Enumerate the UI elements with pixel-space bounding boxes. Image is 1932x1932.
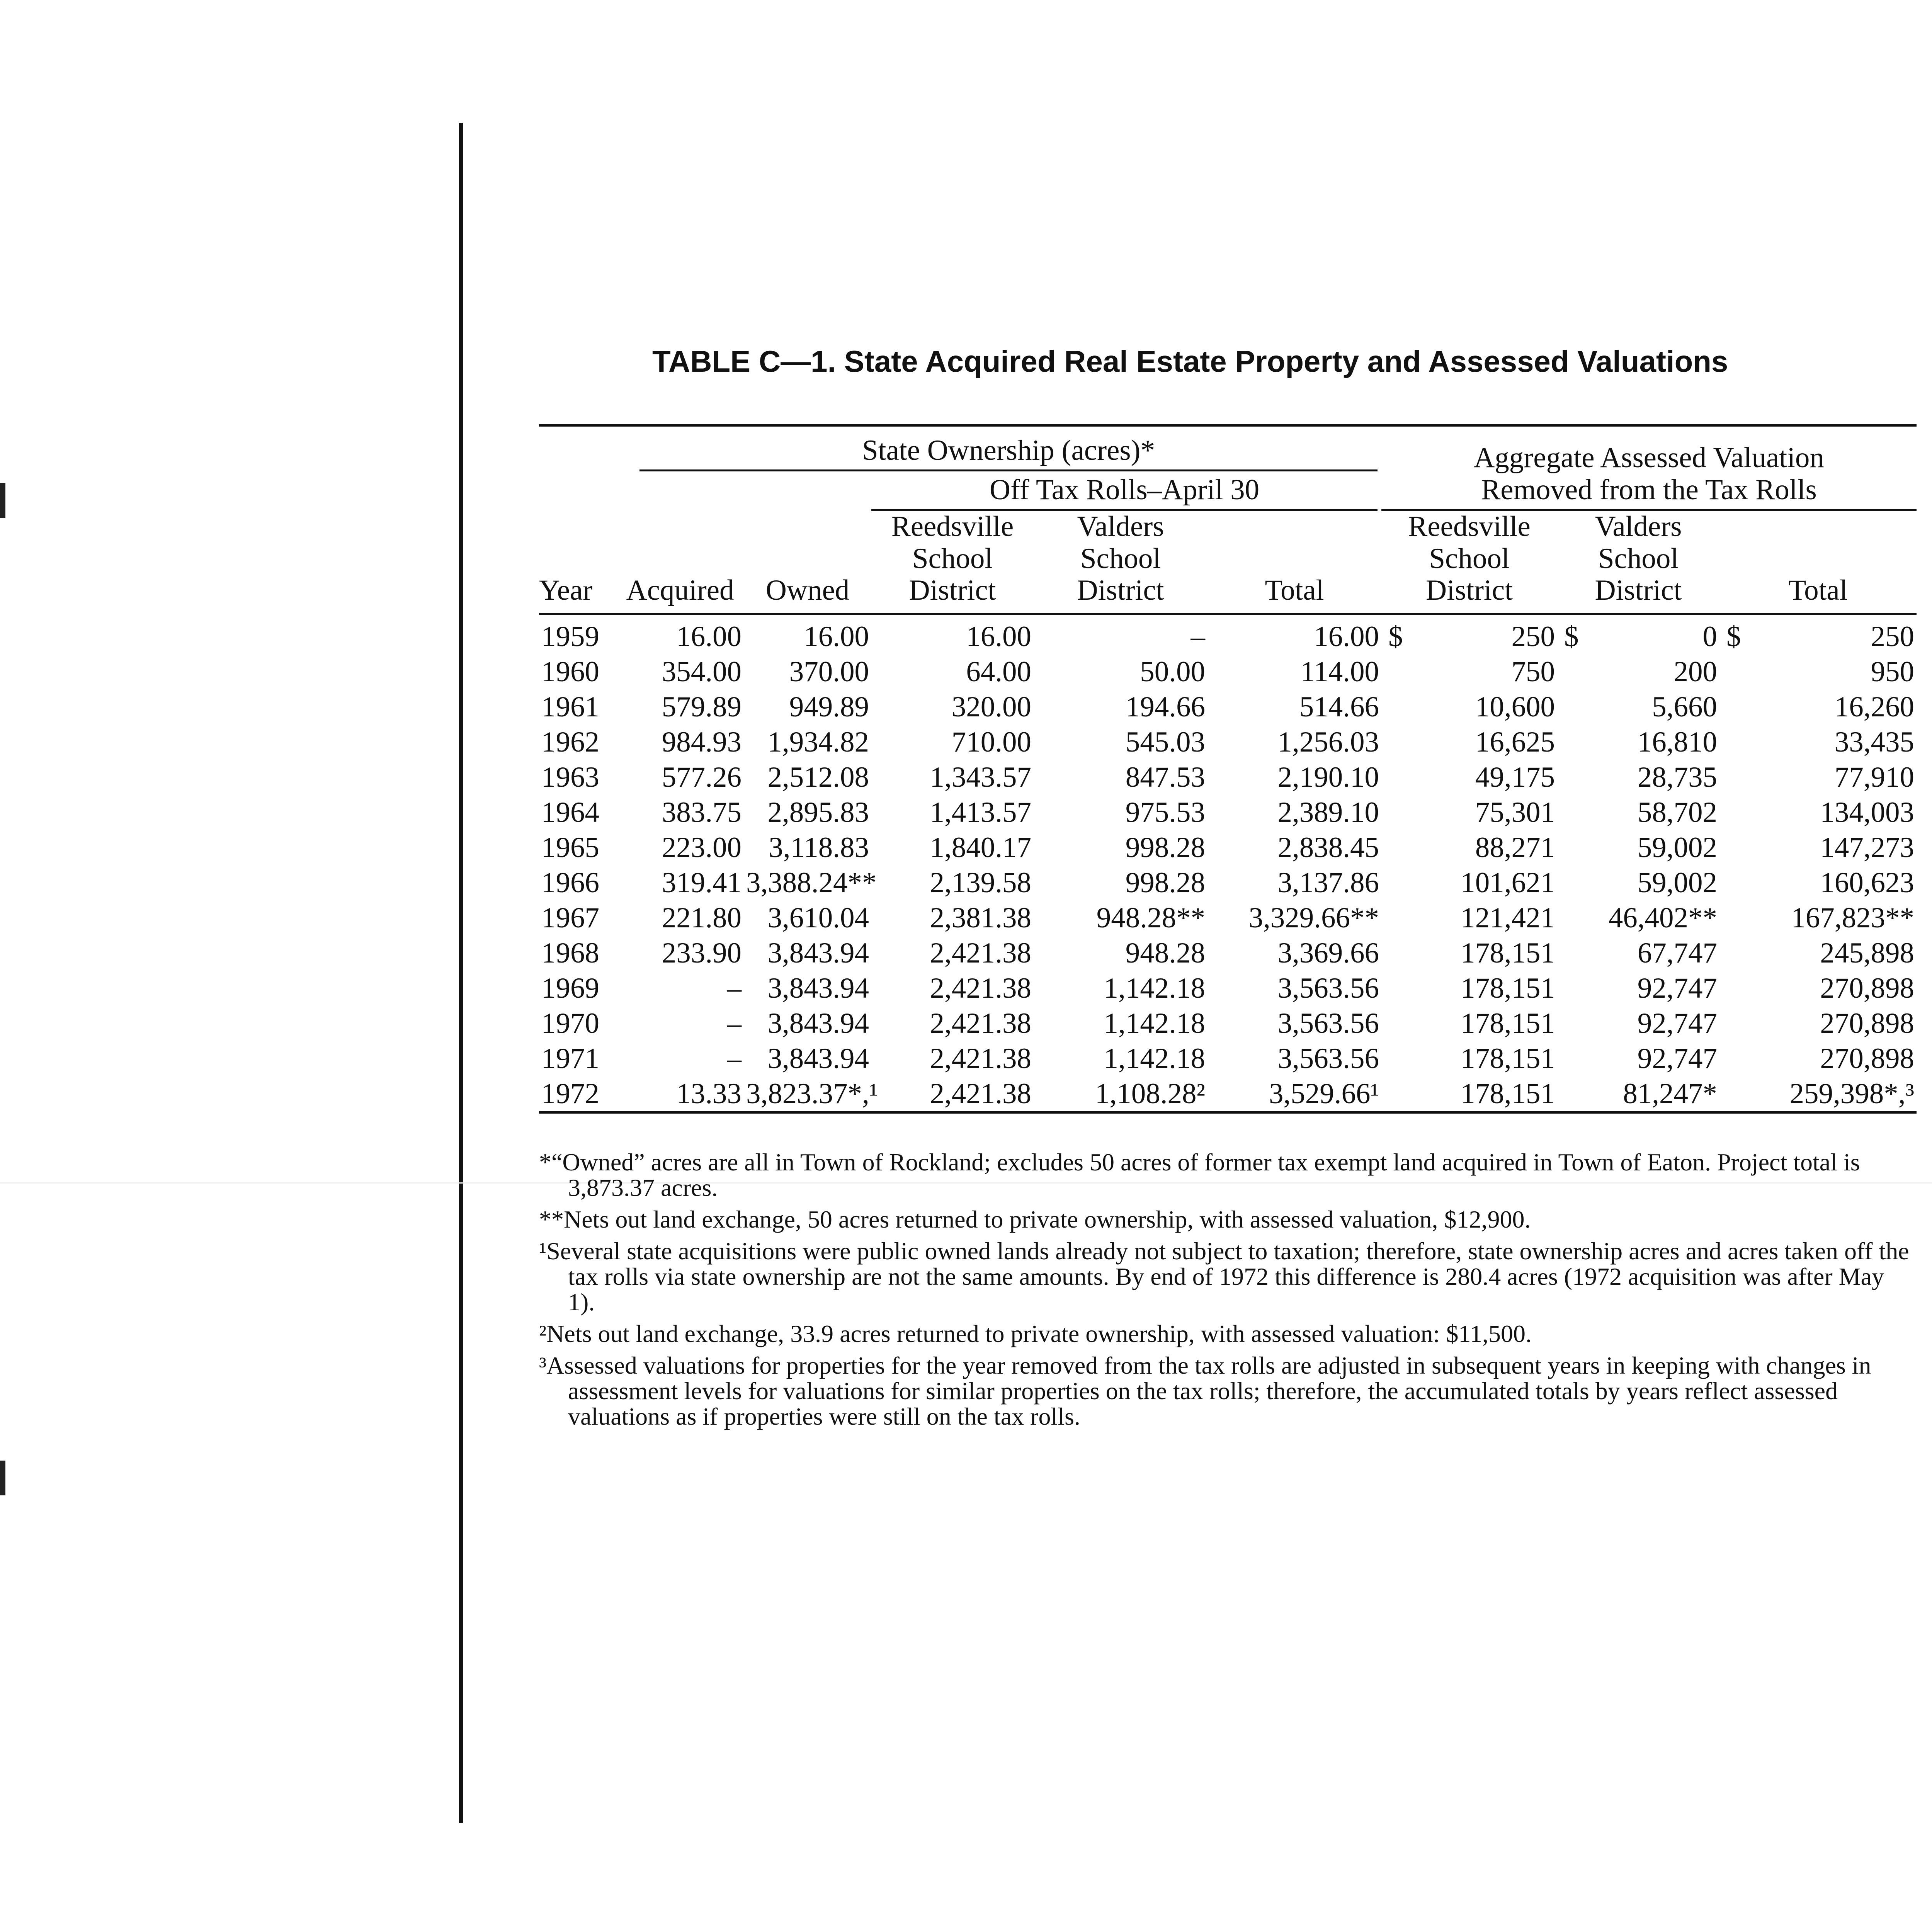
cell-year: 1966 [541, 866, 599, 899]
cell-val-total: 270,898 [1820, 1042, 1915, 1075]
edge-mark [0, 483, 5, 518]
cell-off-total: 1,256.03 [1277, 726, 1379, 758]
cell-val-total: 160,623 [1820, 866, 1915, 899]
aggregate-valuation-header: Aggregate Assessed Valuation Removed from the Tax Rolls [1381, 427, 1917, 511]
cell-off-reedsville: 2,421.38 [930, 1007, 1031, 1039]
cell-val-reedsville: 178,151 [1461, 1007, 1555, 1039]
cell-off-reedsville: 2,421.38 [930, 1042, 1031, 1075]
cell-owned: 3,118.83 [769, 831, 869, 864]
cell-acquired: 16.00 [676, 620, 742, 653]
cell-off-valders: 998.28 [1125, 866, 1205, 899]
cell-val-valders: 59,002 [1637, 866, 1718, 899]
table-row [539, 971, 1917, 1006]
table-row [539, 1041, 1917, 1076]
cell-off-total: 114.00 [1300, 655, 1379, 688]
cell-acquired: 579.89 [662, 690, 742, 723]
cell-acquired: 223.00 [662, 831, 742, 864]
cell-acquired: – [727, 972, 742, 1004]
table-row [539, 724, 1917, 760]
cell-off-total: 2,838.45 [1277, 831, 1379, 864]
cell-off-valders: 1,142.18 [1104, 1042, 1205, 1075]
footnote: ³Assessed valuations for properties for the year removed from the tax rolls are adjusted in subsequent years in keeping with changes in assessment levels for valuations for similar properties on the tax rolls; therefore, the accumulated totals by years reflect assessed valuations as if properties were still on the tax rolls. [539, 1352, 1871, 1430]
cell-owned: 2,512.08 [767, 761, 869, 793]
table-body [539, 614, 1917, 1112]
cell-val-reedsville: $ 250 [1381, 614, 1557, 654]
table-row [539, 900, 1917, 935]
cell-off-total: 3,563.56 [1277, 1007, 1379, 1039]
cell-val-total: 147,273 [1820, 831, 1915, 864]
table-row [539, 830, 1917, 865]
cell-year: 1964 [541, 796, 599, 828]
cell-owned: 1,934.82 [767, 726, 869, 758]
cell-off-valders: – [1190, 620, 1205, 653]
cell-val-reedsville: 10,600 [1475, 690, 1555, 723]
table-row [539, 795, 1917, 830]
off-tax-rolls-header: Off Tax Rolls–April 30 [871, 471, 1381, 511]
cell-off-total: 2,389.10 [1277, 796, 1379, 828]
cell-acquired: 354.00 [662, 655, 742, 688]
cell-acquired: – [727, 1007, 742, 1039]
cell-off-valders: 1,108.28² [1034, 1076, 1208, 1112]
cell-off-valders: 998.28 [1125, 831, 1205, 864]
table-row [539, 1076, 1917, 1112]
cell-off-valders: 545.03 [1125, 726, 1205, 758]
cell-val-reedsville: 121,421 [1461, 901, 1555, 934]
cell-off-total: 3,329.66** [1248, 901, 1379, 934]
cell-off-valders: 1,142.18 [1104, 972, 1205, 1004]
cell-off-reedsville: 1,413.57 [930, 796, 1031, 828]
cell-year: 1971 [541, 1042, 599, 1075]
cell-owned: 3,388.24** [746, 866, 877, 899]
cell-val-valders: 92,747 [1637, 1042, 1718, 1075]
cell-val-total: 16,260 [1834, 690, 1915, 723]
cell-val-reedsville: 101,621 [1461, 866, 1555, 899]
cell-val-total: 950 [1871, 655, 1915, 688]
cell-val-reedsville: 16,625 [1475, 726, 1555, 758]
col-owned: Owned [744, 511, 871, 614]
cell-off-total: 3,563.56 [1277, 972, 1379, 1004]
cell-off-valders: 1,142.18 [1104, 1007, 1205, 1039]
cell-off-total: 3,137.86 [1277, 866, 1379, 899]
cell-val-valders: 28,735 [1637, 761, 1718, 793]
col-off-valders: Valders School District [1034, 511, 1208, 614]
cell-owned: 3,843.94 [767, 937, 869, 969]
col-val-total: Total [1719, 511, 1917, 614]
cell-acquired: 319.41 [662, 866, 742, 899]
cell-off-reedsville: 64.00 [966, 655, 1031, 688]
cell-val-valders: 46,402** [1608, 901, 1718, 934]
currency-symbol: $ [1564, 620, 1579, 653]
cell-year: 1959 [541, 620, 599, 653]
cell-acquired: 577.26 [662, 761, 742, 793]
cell-year: 1965 [541, 831, 599, 864]
cell-off-valders: 948.28** [1096, 901, 1205, 934]
table-row [539, 760, 1917, 795]
cell-val-valders: 58,702 [1637, 796, 1718, 828]
cell-val-valders: 59,002 [1637, 831, 1718, 864]
cell-off-reedsville: 1,343.57 [930, 761, 1031, 793]
cell-val-valders: 200 [1673, 655, 1718, 688]
cell-off-total: 2,190.10 [1277, 761, 1379, 793]
cell-val-valders: $ 0 [1557, 614, 1719, 654]
cell-val-valders: 81,247* [1557, 1076, 1719, 1112]
cell-val-valders: 92,747 [1637, 1007, 1718, 1039]
cell-val-reedsville: 178,151 [1461, 1042, 1555, 1075]
cell-val-reedsville: 75,301 [1475, 796, 1555, 828]
cell-off-total: 16.00 [1314, 620, 1379, 653]
table-row [539, 935, 1917, 971]
col-off-total: Total [1208, 511, 1381, 614]
cell-val-total: 270,898 [1820, 1007, 1915, 1039]
cell-val-valders: 16,810 [1637, 726, 1718, 758]
cell-val-total: 259,398*,³ [1719, 1076, 1917, 1112]
cell-val-total: 245,898 [1820, 937, 1915, 969]
cell-off-valders: 948.28 [1125, 937, 1205, 969]
footnote: ²Nets out land exchange, 33.9 acres returned to private ownership, with assessed valuation: $11,500. [539, 1320, 1532, 1347]
cell-off-reedsville: 2,139.58 [930, 866, 1031, 899]
cell-off-total: 3,563.56 [1277, 1042, 1379, 1075]
currency-symbol: $ [1388, 620, 1403, 653]
col-val-valders: Valders School District [1557, 511, 1719, 614]
cell-acquired: 13.33 [616, 1076, 744, 1112]
cell-owned: 16.00 [804, 620, 869, 653]
cell-off-valders: 50.00 [1140, 655, 1205, 688]
cell-val-reedsville: 88,271 [1475, 831, 1555, 864]
cell-off-reedsville: 1,840.17 [930, 831, 1031, 864]
data-table [539, 427, 1917, 1114]
cell-acquired: – [727, 1042, 742, 1075]
cell-off-valders: 847.53 [1125, 761, 1205, 793]
cell-off-total: 3,529.66¹ [1208, 1076, 1381, 1112]
cell-year: 1967 [541, 901, 599, 934]
cell-off-reedsville: 710.00 [951, 726, 1031, 758]
cell-off-valders: 194.66 [1125, 690, 1205, 723]
cell-off-valders: 975.53 [1125, 796, 1205, 828]
cell-year: 1963 [541, 761, 599, 793]
edge-mark [0, 1461, 5, 1495]
col-val-reedsville: Reedsville School District [1381, 511, 1557, 614]
cell-owned: 3,843.94 [767, 972, 869, 1004]
cell-val-valders: 67,747 [1637, 937, 1718, 969]
cell-acquired: 221.80 [662, 901, 742, 934]
cell-off-reedsville: 2,421.38 [930, 937, 1031, 969]
cell-val-total: 33,435 [1834, 726, 1915, 758]
table-row [539, 865, 1917, 900]
cell-owned: 949.89 [789, 690, 869, 723]
cell-val-valders: 92,747 [1637, 972, 1718, 1004]
table-row [539, 654, 1917, 689]
cell-off-reedsville: 16.00 [966, 620, 1031, 653]
cell-year: 1960 [541, 655, 599, 688]
cell-owned: 3,843.94 [767, 1042, 869, 1075]
left-margin-rule [459, 123, 463, 1823]
state-ownership-header: State Ownership (acres)* [616, 427, 1381, 471]
table-title: TABLE C—1. State Acquired Real Estate Property and Assessed Valuations [652, 344, 1728, 378]
cell-owned: 370.00 [789, 655, 869, 688]
table-row [539, 689, 1917, 724]
cell-val-reedsville: 178,151 [1461, 972, 1555, 1004]
cell-val-total: 134,003 [1820, 796, 1915, 828]
cell-val-reedsville: 49,175 [1475, 761, 1555, 793]
col-off-reedsville: Reedsville School District [871, 511, 1034, 614]
cell-acquired: 984.93 [662, 726, 742, 758]
cell-year: 1961 [541, 690, 599, 723]
cell-owned: 3,843.94 [767, 1007, 869, 1039]
col-acquired: Acquired [616, 511, 744, 614]
cell-val-total: 167,823** [1791, 901, 1915, 934]
footnote: ¹Several state acquisitions were public owned lands already not subject to taxation; therefore, state ownership acres and acres taken off the tax rolls via state ownership are not the same amounts. By end of 1972 this difference is 280.4 acres (1972 acquisition was after May 1). [539, 1237, 1909, 1316]
footnotes [539, 1150, 1917, 1435]
cell-val-reedsville: 178,151 [1381, 1076, 1557, 1112]
cell-val-reedsville: 178,151 [1461, 937, 1555, 969]
cell-acquired: 233.90 [662, 937, 742, 969]
cell-year: 1962 [541, 726, 599, 758]
cell-off-total: 514.66 [1299, 690, 1379, 723]
cell-acquired: 383.75 [662, 796, 742, 828]
cell-val-total: 77,910 [1834, 761, 1915, 793]
cell-off-reedsville: 2,421.38 [930, 972, 1031, 1004]
footnote: **Nets out land exchange, 50 acres returned to private ownership, with assessed valuation, $12,900. [539, 1206, 1531, 1233]
table-row [539, 614, 1917, 654]
cell-owned: 2,895.83 [767, 796, 869, 828]
cell-off-reedsville: 2,421.38 [871, 1076, 1034, 1112]
currency-symbol: $ [1726, 620, 1741, 653]
cell-year: 1969 [541, 972, 599, 1004]
col-year: Year [539, 511, 616, 614]
cell-val-total: 270,898 [1820, 972, 1915, 1004]
table-area [539, 424, 1917, 1114]
cell-val-total: $ 250 [1719, 614, 1917, 654]
cell-off-total: 3,369.66 [1277, 937, 1379, 969]
footnote: *“Owned” acres are all in Town of Rockland; excludes 50 acres of former tax exempt land acquired in Town of Eaton. Project total is 3,873.37 acres. [539, 1148, 1860, 1201]
cell-owned: 3,610.04 [767, 901, 869, 934]
cell-owned: 3,823.37*,¹ [744, 1076, 871, 1112]
cell-off-reedsville: 2,381.38 [930, 901, 1031, 934]
cell-val-valders: 5,660 [1652, 690, 1718, 723]
cell-year: 1968 [541, 937, 599, 969]
cell-val-reedsville: 750 [1511, 655, 1555, 688]
cell-year: 1970 [541, 1007, 599, 1039]
table-row [539, 1006, 1917, 1041]
cell-off-reedsville: 320.00 [951, 690, 1031, 723]
cell-year: 1972 [539, 1076, 616, 1112]
